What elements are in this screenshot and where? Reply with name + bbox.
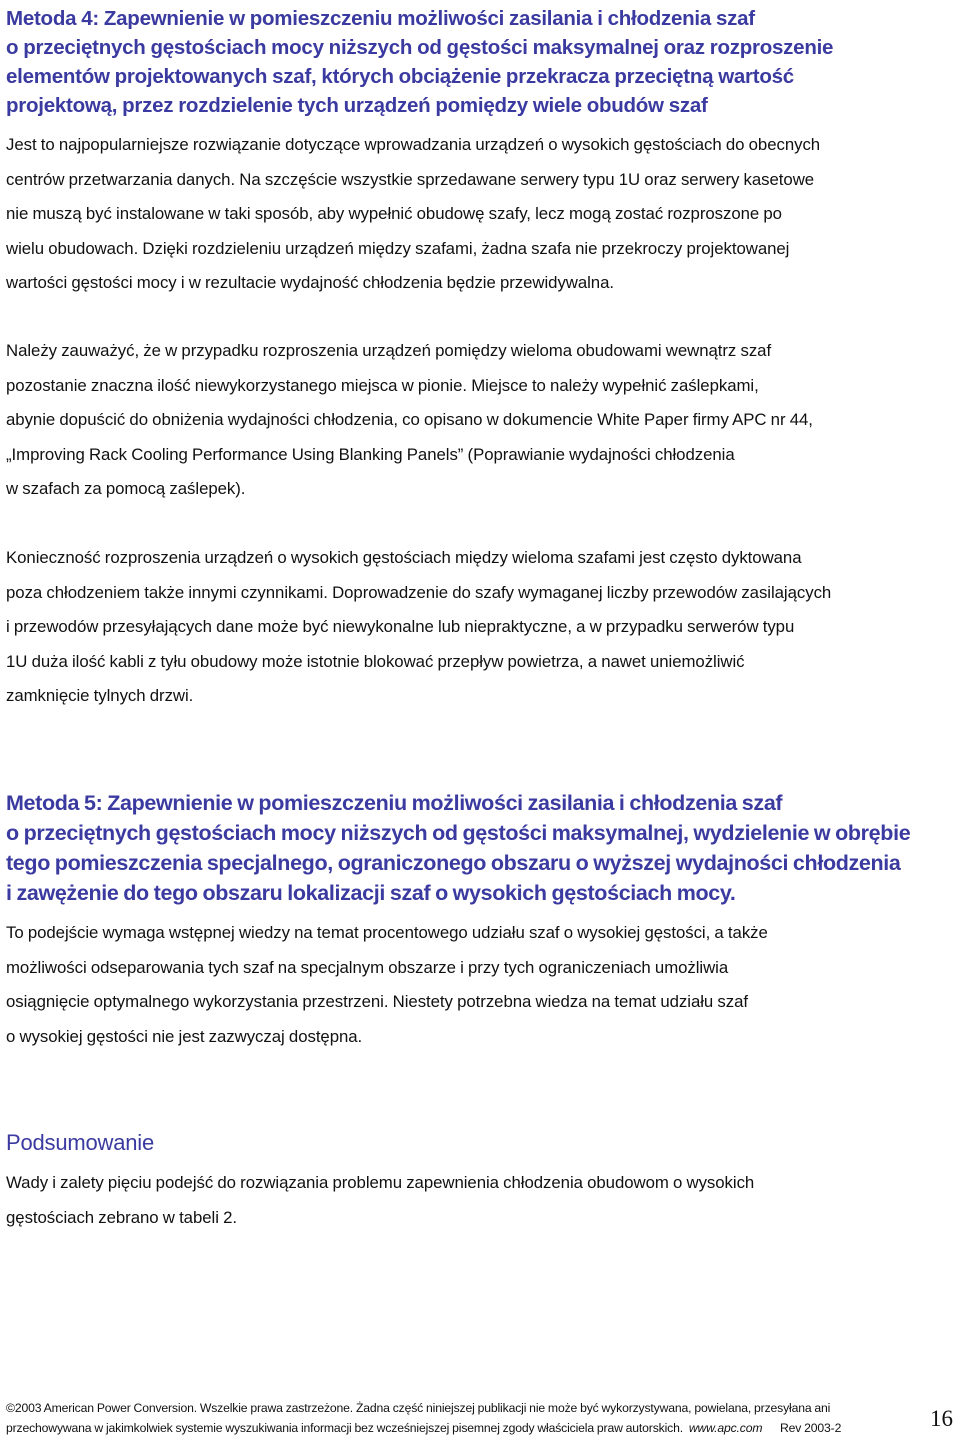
footer [6, 1398, 916, 1438]
copyright-notice-continued: przechowywana w jakimkolwiek systemie wyszukiwania informacji bez wcześniejszej pisemnej zgody właściciela praw autorskich. [6, 1421, 683, 1435]
text-line: o wysokiej gęstości nie jest zazwyczaj dostępna. [6, 1026, 363, 1046]
copyright-notice: ©2003 American Power Conversion. Wszelkie prawa zastrzeżone. Żadna część niniejszej publikacji nie może być wykorzystywana, powielana, przesyłana ani [6, 1401, 831, 1415]
text-line: zamknięcie tylnych drzwi. [6, 686, 194, 705]
footer-line-2 [6, 1418, 916, 1438]
text-line: i przewodów przesyłających dane może być niewykonalne lub niepraktyczne, a w przypadku serwerów typu [6, 617, 795, 636]
heading-line: projektową, przez rozdzielenie tych urządzeń pomiędzy wiele obudów szaf [6, 94, 708, 117]
text-line: centrów przetwarzania danych. Na szczęście wszystkie sprzedawane serwery typu 1U oraz serwery kasetowe [6, 169, 815, 189]
text-line: w szafach za pomocą zaślepek). [6, 479, 246, 498]
text-line: poza chłodzeniem także innymi czynnikami. Doprowadzenie do szafy wymaganej liczby przewodów zasilających [6, 582, 832, 602]
website-link[interactable]: www.apc.com [688, 1421, 763, 1435]
text-line: możliwości odseparowania tych szaf na specjalnym obszarze i przy tych ograniczeniach umożliwia [6, 957, 729, 977]
text-line: pozostanie znaczna ilość niewykorzystanego miejsca w pionie. Miejsce to należy wypełnić zaślepkami, [6, 375, 759, 395]
heading-line: i zawężenie do tego obszaru lokalizacji szaf o wysokich gęstościach mocy. [6, 881, 736, 905]
text-line: Należy zauważyć, że w przypadku rozproszenia urządzeń pomiędzy wieloma obudowami wewnątrz szaf [6, 341, 772, 360]
text-line: nie muszą być instalowane w taki sposób, aby wypełnić obudowę szafy, lecz mogą zostać rozproszone po [6, 204, 782, 223]
revision-label: Rev 2003-2 [780, 1421, 842, 1435]
text-line: Konieczność rozproszenia urządzeń o wysokich gęstościach między wieloma szafami jest często dyktowana [6, 548, 802, 567]
text-line: wielu obudowach. Dzięki rozdzieleniu urządzeń między szafami, żadna szafa nie przekroczy projektowanej [6, 238, 790, 258]
text-line: osiągnięcie optymalnego wykorzystania przestrzeni. Niestety potrzebna wiedza na temat udziału szaf [6, 992, 748, 1011]
text-line: abynie dopuścić do obniżenia wydajności chłodzenia, co opisano w dokumencie White Paper firmy APC nr 44, [6, 410, 813, 429]
text-line: To podejście wymaga wstępnej wiedzy na temat procentowego udziału szaf o wysokiej gęstości, a także [6, 923, 768, 942]
heading-line: elementów projektowanych szaf, których obciążenie przekracza przeciętną wartość [6, 65, 794, 88]
text-line: „Improving Rack Cooling Performance Using Blanking Panels” (Poprawianie wydajności chłodzenia [6, 444, 735, 464]
summary-heading: Podsumowanie [6, 1130, 155, 1155]
text-line: gęstościach zebrano w tabeli 2. [6, 1207, 237, 1227]
heading-line: Metoda 5: Zapewnienie w pomieszczeniu możliwości zasilania i chłodzenia szaf [6, 791, 783, 815]
method4-heading [6, 4, 956, 120]
method4-paragraph-3 [6, 541, 952, 714]
method5-heading [6, 788, 956, 908]
method4-paragraph-2 [6, 334, 952, 507]
heading-line: tego pomieszczenia specjalnego, ograniczonego obszaru o wyższej wydajności chłodzenia [6, 851, 901, 875]
method5-paragraph [6, 916, 952, 1054]
text-line: Wady i zalety pięciu podejść do rozwiązania problemu zapewnienia chłodzenia obudowom o wysokich [6, 1173, 755, 1192]
summary-paragraph [6, 1166, 952, 1235]
page-number: 16 [930, 1406, 953, 1431]
heading-line: o przeciętnych gęstościach mocy niższych od gęstości maksymalnej, wydzielenie w obrębie [6, 821, 911, 845]
method4-paragraph-1 [6, 128, 952, 301]
text-line: 1U duża ilość kabli z tyłu obudowy może istotnie blokować przepływ powietrza, a nawet uniemożliwić [6, 651, 745, 671]
heading-line: o przeciętnych gęstościach mocy niższych od gęstości maksymalnej oraz rozproszenie [6, 36, 834, 59]
text-line: Jest to najpopularniejsze rozwiązanie dotyczące wprowadzania urządzeń o wysokich gęstościach do obecnych [6, 135, 821, 154]
text-line: wartości gęstości mocy i w rezultacie wydajność chłodzenia będzie przewidywalna. [6, 273, 614, 292]
heading-line: Metoda 4: Zapewnienie w pomieszczeniu możliwości zasilania i chłodzenia szaf [6, 7, 755, 30]
